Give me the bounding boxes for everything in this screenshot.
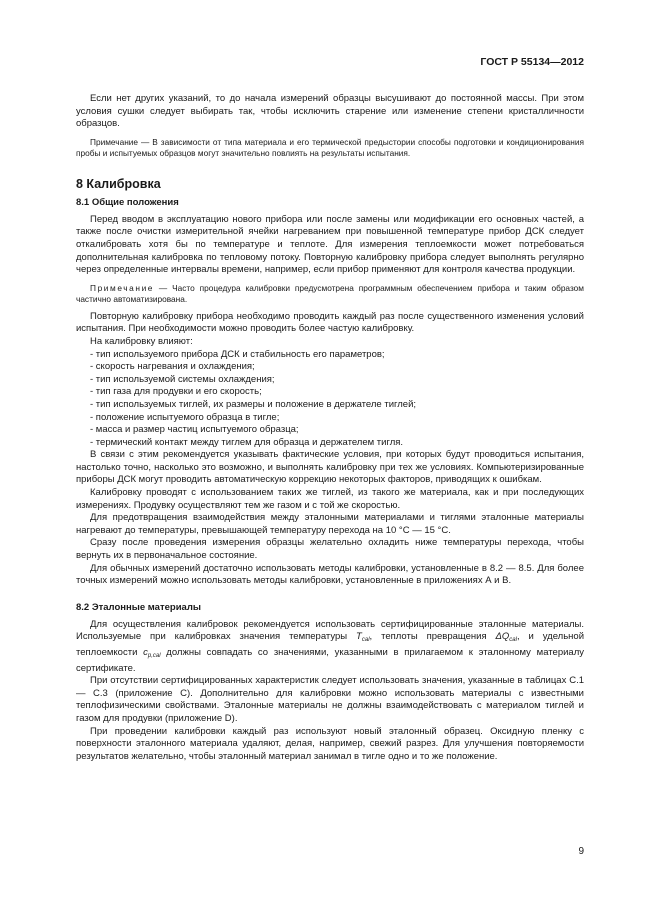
paragraph-8-1-5: Калибровку проводят с использованием таких же тиглей, из такого же материала, как и при последующих измерениях. Продувку осуществляют тем же газом и с той же скоростью. xyxy=(76,487,584,511)
paragraph-8-2-2: При отсутствии сертифицированных характеристик следует использовать значения, указанные в таблицах С.1 — С.3 (приложение С). Дополнительно для калибровки можно использовать материалы с известными теплофизическими свойствами. Эталонные материалы не должны взаимодействовать с материалом тиглей и газом для продувки (приложение D). xyxy=(76,675,584,724)
symbol-temperature: T xyxy=(356,631,362,643)
intro-note: Примечание — В зависимости от типа материала и его термической предыстории способы подготовки и кондиционирования пробы и испытуемых образцов могут значительно повлиять на результаты испытания. xyxy=(76,136,584,158)
text-run: должны совпадать со значениями, указанными в прилагаемом к эталонному материалу сертификате. xyxy=(76,647,584,674)
list-item: - масса и размер частиц испытуемого образца; xyxy=(90,424,299,436)
factors-list xyxy=(76,349,584,450)
text-run: , и удельной теплоемкости xyxy=(76,631,585,658)
subscript: p,cal xyxy=(147,653,161,659)
paragraph-8-1-3: На калибровку влияют: xyxy=(90,335,193,347)
list-item: - тип газа для продувки и его скорость; xyxy=(90,386,262,398)
paragraph-8-2-1 xyxy=(76,619,584,675)
section-8-1-heading: 8.1 Общие положения xyxy=(76,196,179,208)
text-run: Для осуществления калибровок рекомендуется использовать сертифицированные эталонные материалы. Используемые при калибровках значения температуры xyxy=(76,618,584,643)
list-item: - тип используемой системы охлаждения; xyxy=(90,373,275,385)
note-text: — Часто процедура калибровки предусмотрена программным обеспечением прибора и таким образом частично автоматизирована. xyxy=(76,282,584,304)
text-run: , теплоты превращения xyxy=(369,631,496,643)
note-label: Примечание xyxy=(90,282,155,293)
paragraph-8-1-6: Для предотвращения взаимодействия между эталонными материалами и тиглями эталонные материалы нагревают до температуры, превышающей температуру перехода на 10 °С — 15 °С. xyxy=(76,512,584,536)
list-item: - тип используемого прибора ДСК и стабильность его параметров; xyxy=(90,348,385,360)
list-item: - тип используемых тиглей, их размеры и положение в держателе тиглей; xyxy=(90,398,417,410)
list-item: - положение испытуемого образца в тигле; xyxy=(90,411,280,423)
subscript: cal xyxy=(509,637,517,644)
symbol-heat-capacity: c xyxy=(143,647,148,658)
paragraph-8-1-4: В связи с этим рекомендуется указывать фактические условия, при которых будут проводиться испытания, настолько точно, насколько это возможно, и выполнять калибровку при тех же условиях. Компьютеризированные приборы ДСК могут проводить автоматическую коррекцию некоторых факторов, приводящих к ошибкам. xyxy=(76,449,584,486)
subscript: cal xyxy=(361,637,370,644)
page-content xyxy=(76,93,584,763)
paragraph-8-1-1: Перед вводом в эксплуатацию нового прибора или после замены или модификации его основных частей, а также после очистки измерительной ячейки нагреванием при повышенной температуре прибор ДСК следует откалибровать хотя бы по температуре и теплоте. Для измерения теплоемкости может потребоваться дополнительная калибровка по тепловому потоку. Повторную калибровку прибора следует выполнять регулярно через определенные интервалы времени, например, если прибор применяют для контроля качества продукции. xyxy=(76,213,584,276)
symbol-heat: ΔQ xyxy=(495,631,510,643)
standard-header: ГОСТ Р 55134—2012 xyxy=(480,56,584,68)
paragraph-8-1-8: Для обычных измерений достаточно использовать методы калибровки, установленные в 8.2 — 8.5. Для более точных измерений можно использовать методы калибровки, установленные в приложениях А и В. xyxy=(76,562,584,587)
intro-paragraph: Если нет других указаний, то до начала измерений образцы высушивают до постоянной массы. При этом условия сушки следует выбирать так, чтобы исключить старение или изменение степени кристалличности образцов. xyxy=(76,93,584,130)
page-number: 9 xyxy=(578,846,584,857)
paragraph-8-1-2: Повторную калибровку прибора необходимо проводить каждый раз после существенного изменения условий испытания. При необходимости можно проводить более частую калибровку. xyxy=(76,310,584,335)
list-item: - термический контакт между тиглем для образца и держателем тигля. xyxy=(90,436,404,448)
paragraph-8-1-7: Сразу после проведения измерения образцы желательно охладить ниже температуры перехода, чтобы вернуть их в первоначальное состояние. xyxy=(76,537,584,562)
paragraph-8-2-3: При проведении калибровки каждый раз используют новый эталонный образец. Оксидную пленку с поверхности эталонного материала удаляют, делая, например, свежий разрез. Для улучшения повторяемости результатов желательно, чтобы эталонный материал занимал в тигле одно и то же положение. xyxy=(76,725,584,762)
note-8-1 xyxy=(76,283,584,305)
list-item: - скорость нагревания и охлаждения; xyxy=(90,361,255,373)
section-8-2-heading: 8.2 Эталонные материалы xyxy=(76,601,201,613)
section-8-heading: 8 Калибровка xyxy=(76,176,161,191)
